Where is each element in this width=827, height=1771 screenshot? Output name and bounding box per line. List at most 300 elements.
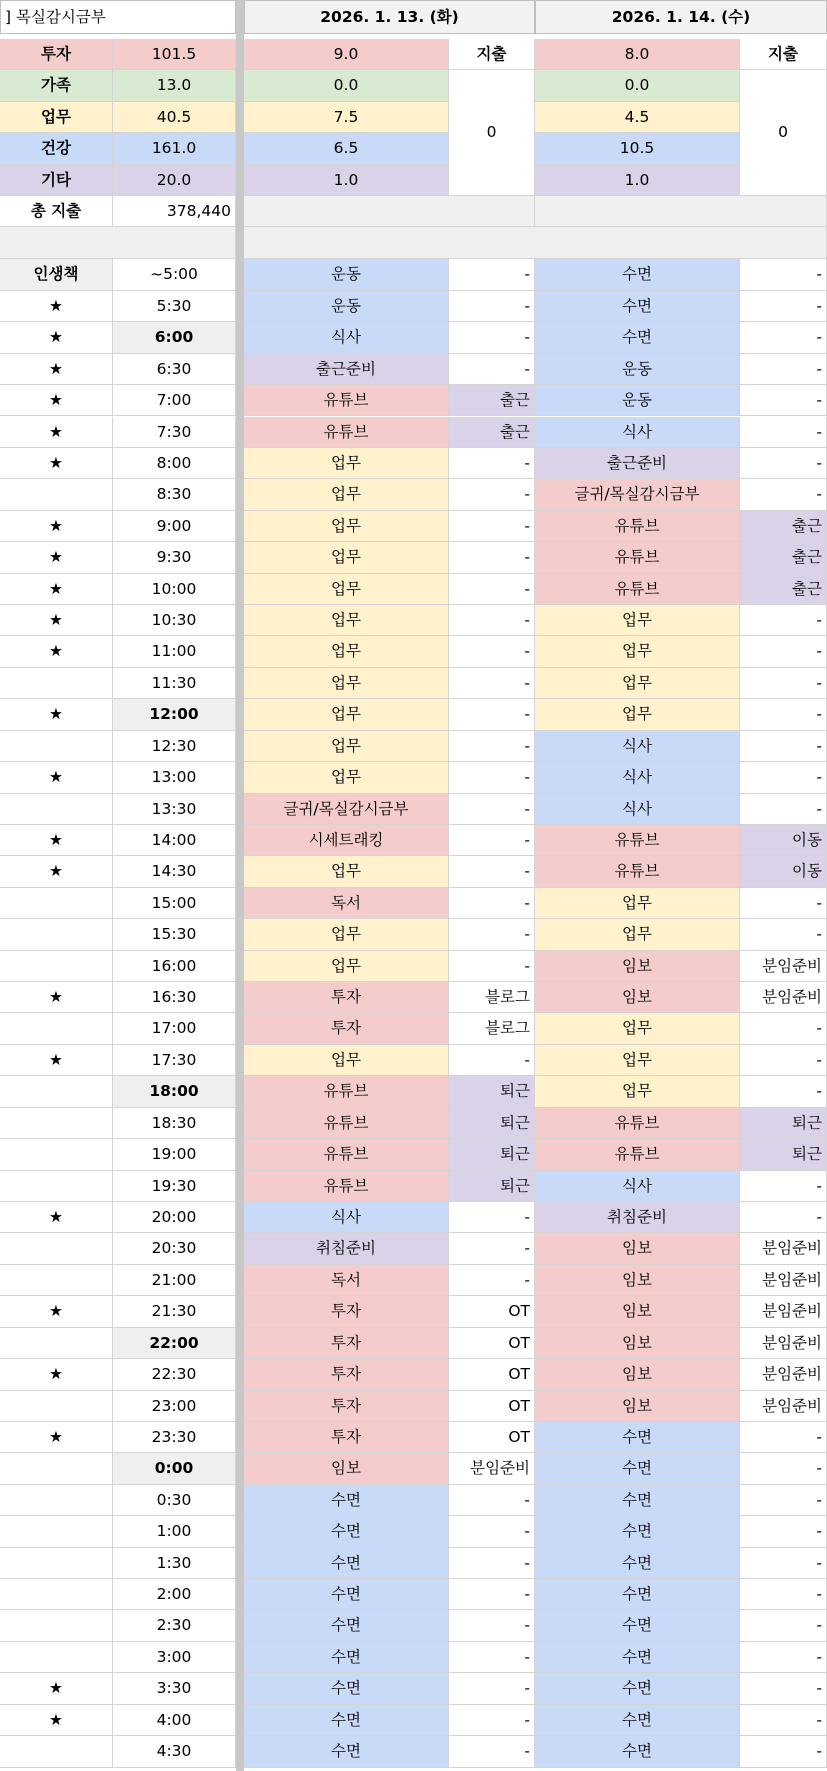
note-day1[interactable]: 출근 bbox=[449, 385, 535, 416]
activity-day2[interactable]: 업무 bbox=[535, 919, 740, 950]
time-label[interactable]: 1:30 bbox=[113, 1548, 236, 1579]
activity-day2[interactable]: 유튜브 bbox=[535, 856, 740, 887]
sheet-title[interactable]: ] 목실감시금부 bbox=[0, 0, 236, 34]
summary-label-0[interactable]: 투자 bbox=[0, 39, 113, 70]
note-day2[interactable]: 분임준비 bbox=[740, 1265, 827, 1296]
activity-day1[interactable]: 글귀/목실감시금부 bbox=[244, 794, 449, 825]
activity-day1[interactable]: 업무 bbox=[244, 1045, 449, 1076]
activity-day1[interactable]: 시세트래킹 bbox=[244, 825, 449, 856]
summary-day1-1[interactable]: 0.0 bbox=[244, 70, 449, 101]
time-label[interactable]: 18:00 bbox=[113, 1076, 236, 1107]
note-day2[interactable]: - bbox=[740, 1516, 827, 1547]
activity-day1[interactable]: 수면 bbox=[244, 1642, 449, 1673]
activity-day1[interactable]: 투자 bbox=[244, 982, 449, 1013]
star-marker[interactable] bbox=[0, 1013, 113, 1044]
note-day1[interactable]: - bbox=[449, 1673, 535, 1704]
activity-day1[interactable]: 유튜브 bbox=[244, 1139, 449, 1170]
note-day1[interactable]: - bbox=[449, 856, 535, 887]
summary-total-2[interactable]: 40.5 bbox=[113, 102, 236, 133]
activity-day1[interactable]: 투자 bbox=[244, 1328, 449, 1359]
time-label[interactable]: 1:00 bbox=[113, 1516, 236, 1547]
activity-day1[interactable]: 식사 bbox=[244, 322, 449, 353]
activity-day1[interactable]: 업무 bbox=[244, 636, 449, 667]
activity-day1[interactable]: 수면 bbox=[244, 1516, 449, 1547]
note-day2[interactable]: - bbox=[740, 1705, 827, 1736]
star-marker[interactable] bbox=[0, 1171, 113, 1202]
star-marker[interactable] bbox=[0, 479, 113, 510]
note-day1[interactable]: - bbox=[449, 1548, 535, 1579]
summary-day1-4[interactable]: 1.0 bbox=[244, 165, 449, 196]
time-label[interactable]: 20:30 bbox=[113, 1233, 236, 1264]
note-day2[interactable]: - bbox=[740, 479, 827, 510]
star-marker[interactable]: ★ bbox=[0, 636, 113, 667]
summary-label-1[interactable]: 가족 bbox=[0, 70, 113, 101]
star-marker[interactable]: ★ bbox=[0, 1673, 113, 1704]
activity-day2[interactable]: 수면 bbox=[535, 322, 740, 353]
activity-day2[interactable]: 유튜브 bbox=[535, 574, 740, 605]
star-marker[interactable]: ★ bbox=[0, 1359, 113, 1390]
time-label[interactable]: 21:30 bbox=[113, 1296, 236, 1327]
note-day1[interactable]: 출근 bbox=[449, 417, 535, 448]
time-label[interactable]: 4:30 bbox=[113, 1736, 236, 1767]
note-day2[interactable]: 분임준비 bbox=[740, 1391, 827, 1422]
activity-day2[interactable]: 취침준비 bbox=[535, 1202, 740, 1233]
note-day2[interactable]: - bbox=[740, 1548, 827, 1579]
time-label[interactable]: 0:00 bbox=[113, 1453, 236, 1484]
time-label[interactable]: 16:00 bbox=[113, 951, 236, 982]
note-day2[interactable]: - bbox=[740, 762, 827, 793]
star-marker[interactable]: ★ bbox=[0, 291, 113, 322]
time-label[interactable]: 0:30 bbox=[113, 1485, 236, 1516]
time-label[interactable]: 19:30 bbox=[113, 1171, 236, 1202]
activity-day1[interactable]: 업무 bbox=[244, 605, 449, 636]
summary-day2-1[interactable]: 0.0 bbox=[535, 70, 740, 101]
activity-day1[interactable]: 투자 bbox=[244, 1296, 449, 1327]
note-day1[interactable]: - bbox=[449, 762, 535, 793]
summary-day2-2[interactable]: 4.5 bbox=[535, 102, 740, 133]
note-day2[interactable]: 분임준비 bbox=[740, 1296, 827, 1327]
note-day2[interactable]: - bbox=[740, 731, 827, 762]
time-label[interactable]: 3:30 bbox=[113, 1673, 236, 1704]
time-label[interactable]: 20:00 bbox=[113, 1202, 236, 1233]
note-day1[interactable]: - bbox=[449, 1265, 535, 1296]
summary-day2-3[interactable]: 10.5 bbox=[535, 133, 740, 164]
note-day1[interactable]: 퇴근 bbox=[449, 1108, 535, 1139]
activity-day2[interactable]: 식사 bbox=[535, 794, 740, 825]
star-marker[interactable] bbox=[0, 1233, 113, 1264]
time-label[interactable]: 8:30 bbox=[113, 479, 236, 510]
note-day2[interactable]: - bbox=[740, 1610, 827, 1641]
star-marker[interactable] bbox=[0, 951, 113, 982]
note-day2[interactable]: - bbox=[740, 1422, 827, 1453]
note-day1[interactable]: - bbox=[449, 1233, 535, 1264]
time-label[interactable]: 10:00 bbox=[113, 574, 236, 605]
activity-day2[interactable]: 임보 bbox=[535, 1328, 740, 1359]
note-day1[interactable]: - bbox=[449, 322, 535, 353]
activity-day1[interactable]: 취침준비 bbox=[244, 1233, 449, 1264]
activity-day2[interactable]: 업무 bbox=[535, 1045, 740, 1076]
time-label[interactable]: 17:30 bbox=[113, 1045, 236, 1076]
activity-day1[interactable]: 업무 bbox=[244, 951, 449, 982]
note-day1[interactable]: - bbox=[449, 1705, 535, 1736]
activity-day2[interactable]: 유튜브 bbox=[535, 1108, 740, 1139]
time-label[interactable]: 23:30 bbox=[113, 1422, 236, 1453]
summary-total-0[interactable]: 101.5 bbox=[113, 39, 236, 70]
note-day2[interactable]: - bbox=[740, 888, 827, 919]
star-marker[interactable]: ★ bbox=[0, 354, 113, 385]
activity-day1[interactable]: 출근준비 bbox=[244, 354, 449, 385]
note-day2[interactable]: 분임준비 bbox=[740, 1233, 827, 1264]
note-day2[interactable]: - bbox=[740, 291, 827, 322]
star-marker[interactable] bbox=[0, 668, 113, 699]
activity-day1[interactable]: 운동 bbox=[244, 291, 449, 322]
total-expense-value[interactable]: 378,440 bbox=[113, 196, 236, 227]
note-day2[interactable]: 퇴근 bbox=[740, 1108, 827, 1139]
total-expense-label[interactable]: 총 지출 bbox=[0, 196, 113, 227]
time-label[interactable]: 23:00 bbox=[113, 1391, 236, 1422]
star-marker[interactable]: ★ bbox=[0, 982, 113, 1013]
star-marker[interactable] bbox=[0, 1108, 113, 1139]
activity-day1[interactable]: 업무 bbox=[244, 856, 449, 887]
time-label[interactable]: 15:00 bbox=[113, 888, 236, 919]
time-label[interactable]: 7:00 bbox=[113, 385, 236, 416]
note-day2[interactable]: - bbox=[740, 668, 827, 699]
activity-day2[interactable]: 임보 bbox=[535, 1296, 740, 1327]
activity-day2[interactable]: 수면 bbox=[535, 1485, 740, 1516]
star-marker[interactable] bbox=[0, 1139, 113, 1170]
note-day1[interactable]: - bbox=[449, 1642, 535, 1673]
summary-day1-3[interactable]: 6.5 bbox=[244, 133, 449, 164]
activity-day2[interactable]: 업무 bbox=[535, 668, 740, 699]
note-day2[interactable]: 출근 bbox=[740, 511, 827, 542]
note-day2[interactable]: - bbox=[740, 919, 827, 950]
note-day2[interactable]: - bbox=[740, 605, 827, 636]
activity-day2[interactable]: 운동 bbox=[535, 385, 740, 416]
note-day2[interactable]: 분임준비 bbox=[740, 982, 827, 1013]
note-day2[interactable]: - bbox=[740, 448, 827, 479]
star-marker[interactable]: ★ bbox=[0, 605, 113, 636]
activity-day1[interactable]: 유튜브 bbox=[244, 1108, 449, 1139]
star-marker[interactable] bbox=[0, 731, 113, 762]
note-day2[interactable]: - bbox=[740, 636, 827, 667]
time-label[interactable]: 7:30 bbox=[113, 417, 236, 448]
activity-day1[interactable]: 업무 bbox=[244, 479, 449, 510]
activity-day1[interactable]: 유튜브 bbox=[244, 417, 449, 448]
note-day1[interactable]: - bbox=[449, 699, 535, 730]
note-day2[interactable]: 분임준비 bbox=[740, 951, 827, 982]
activity-day1[interactable]: 업무 bbox=[244, 731, 449, 762]
activity-day2[interactable]: 임보 bbox=[535, 1233, 740, 1264]
star-marker[interactable] bbox=[0, 1328, 113, 1359]
activity-day1[interactable]: 투자 bbox=[244, 1422, 449, 1453]
time-label[interactable]: 4:00 bbox=[113, 1705, 236, 1736]
note-day2[interactable]: - bbox=[740, 417, 827, 448]
time-label[interactable]: 22:30 bbox=[113, 1359, 236, 1390]
activity-day2[interactable]: 식사 bbox=[535, 762, 740, 793]
note-day2[interactable]: 이동 bbox=[740, 825, 827, 856]
activity-day1[interactable]: 독서 bbox=[244, 888, 449, 919]
activity-day2[interactable]: 수면 bbox=[535, 1642, 740, 1673]
note-day2[interactable]: - bbox=[740, 1202, 827, 1233]
time-label[interactable]: 2:30 bbox=[113, 1610, 236, 1641]
star-marker[interactable]: ★ bbox=[0, 322, 113, 353]
activity-day2[interactable]: 식사 bbox=[535, 731, 740, 762]
time-label[interactable]: 9:30 bbox=[113, 542, 236, 573]
activity-day2[interactable]: 출근준비 bbox=[535, 448, 740, 479]
time-label[interactable]: 10:30 bbox=[113, 605, 236, 636]
time-label[interactable]: 19:00 bbox=[113, 1139, 236, 1170]
summary-day2-4[interactable]: 1.0 bbox=[535, 165, 740, 196]
star-marker[interactable] bbox=[0, 888, 113, 919]
activity-day2[interactable]: 수면 bbox=[535, 291, 740, 322]
note-day2[interactable]: 분임준비 bbox=[740, 1328, 827, 1359]
star-marker[interactable] bbox=[0, 1642, 113, 1673]
note-day1[interactable]: - bbox=[449, 511, 535, 542]
activity-day1[interactable]: 수면 bbox=[244, 1673, 449, 1704]
star-marker[interactable] bbox=[0, 1610, 113, 1641]
note-day1[interactable]: OT bbox=[449, 1422, 535, 1453]
star-marker[interactable] bbox=[0, 1076, 113, 1107]
time-label[interactable]: 12:00 bbox=[113, 699, 236, 730]
activity-day2[interactable]: 업무 bbox=[535, 888, 740, 919]
activity-day1[interactable]: 식사 bbox=[244, 1202, 449, 1233]
note-day1[interactable]: - bbox=[449, 605, 535, 636]
note-day2[interactable]: - bbox=[740, 1736, 827, 1767]
expense-value-day1[interactable]: 0 bbox=[449, 70, 535, 196]
activity-day1[interactable]: 업무 bbox=[244, 919, 449, 950]
time-label[interactable]: 13:30 bbox=[113, 794, 236, 825]
note-day1[interactable]: - bbox=[449, 1485, 535, 1516]
time-label[interactable]: 9:00 bbox=[113, 511, 236, 542]
note-day2[interactable]: 출근 bbox=[740, 542, 827, 573]
note-day1[interactable]: - bbox=[449, 354, 535, 385]
note-day1[interactable]: - bbox=[449, 888, 535, 919]
note-day1[interactable]: 퇴근 bbox=[449, 1076, 535, 1107]
note-day1[interactable]: - bbox=[449, 479, 535, 510]
activity-day2[interactable]: 임보 bbox=[535, 951, 740, 982]
activity-day2[interactable]: 유튜브 bbox=[535, 511, 740, 542]
activity-day1[interactable]: 업무 bbox=[244, 511, 449, 542]
time-label[interactable]: 15:30 bbox=[113, 919, 236, 950]
note-day1[interactable]: - bbox=[449, 636, 535, 667]
note-day1[interactable]: - bbox=[449, 1579, 535, 1610]
activity-day2[interactable]: 임보 bbox=[535, 1359, 740, 1390]
activity-day2[interactable]: 수면 bbox=[535, 1453, 740, 1484]
note-day1[interactable]: 블로그 bbox=[449, 1013, 535, 1044]
note-day2[interactable]: - bbox=[740, 1453, 827, 1484]
summary-label-2[interactable]: 업무 bbox=[0, 102, 113, 133]
activity-day1[interactable]: 수면 bbox=[244, 1736, 449, 1767]
note-day1[interactable]: - bbox=[449, 794, 535, 825]
note-day2[interactable]: 분임준비 bbox=[740, 1359, 827, 1390]
activity-day2[interactable]: 업무 bbox=[535, 1013, 740, 1044]
activity-day2[interactable]: 글귀/목실감시금부 bbox=[535, 479, 740, 510]
activity-day1[interactable]: 수면 bbox=[244, 1579, 449, 1610]
activity-day2[interactable]: 업무 bbox=[535, 605, 740, 636]
star-marker[interactable]: ★ bbox=[0, 417, 113, 448]
activity-day1[interactable]: 임보 bbox=[244, 1453, 449, 1484]
activity-day1[interactable]: 수면 bbox=[244, 1548, 449, 1579]
time-label[interactable]: 14:30 bbox=[113, 856, 236, 887]
activity-day1[interactable]: 수면 bbox=[244, 1705, 449, 1736]
note-day1[interactable]: - bbox=[449, 668, 535, 699]
activity-day2[interactable]: 수면 bbox=[535, 1422, 740, 1453]
note-day2[interactable]: - bbox=[740, 322, 827, 353]
time-label[interactable]: 5:30 bbox=[113, 291, 236, 322]
activity-day1[interactable]: 수면 bbox=[244, 1610, 449, 1641]
note-day2[interactable]: - bbox=[740, 1673, 827, 1704]
note-day1[interactable]: - bbox=[449, 542, 535, 573]
star-marker[interactable]: ★ bbox=[0, 856, 113, 887]
note-day2[interactable]: 퇴근 bbox=[740, 1139, 827, 1170]
activity-day2[interactable]: 업무 bbox=[535, 1076, 740, 1107]
star-marker[interactable]: ★ bbox=[0, 385, 113, 416]
time-label[interactable]: 11:00 bbox=[113, 636, 236, 667]
note-day2[interactable]: - bbox=[740, 354, 827, 385]
note-day1[interactable]: - bbox=[449, 825, 535, 856]
note-day2[interactable]: 출근 bbox=[740, 574, 827, 605]
note-day1[interactable]: - bbox=[449, 1516, 535, 1547]
star-marker[interactable]: ★ bbox=[0, 1202, 113, 1233]
summary-total-3[interactable]: 161.0 bbox=[113, 133, 236, 164]
star-marker[interactable] bbox=[0, 1579, 113, 1610]
note-day1[interactable]: - bbox=[449, 259, 535, 290]
expense-label-day2[interactable]: 지출 bbox=[740, 39, 827, 70]
time-label[interactable]: 8:00 bbox=[113, 448, 236, 479]
expense-value-day2[interactable]: 0 bbox=[740, 70, 827, 196]
activity-day2[interactable]: 수면 bbox=[535, 1673, 740, 1704]
activity-day2[interactable]: 수면 bbox=[535, 1516, 740, 1547]
note-day1[interactable]: 퇴근 bbox=[449, 1139, 535, 1170]
note-day2[interactable]: - bbox=[740, 1045, 827, 1076]
note-day1[interactable]: 블로그 bbox=[449, 982, 535, 1013]
star-marker[interactable]: ★ bbox=[0, 1296, 113, 1327]
time-label[interactable]: 3:00 bbox=[113, 1642, 236, 1673]
activity-day2[interactable]: 수면 bbox=[535, 1579, 740, 1610]
note-day1[interactable]: OT bbox=[449, 1296, 535, 1327]
star-marker[interactable]: ★ bbox=[0, 1045, 113, 1076]
note-day1[interactable]: OT bbox=[449, 1391, 535, 1422]
star-marker[interactable] bbox=[0, 1453, 113, 1484]
star-marker[interactable] bbox=[0, 794, 113, 825]
note-day1[interactable]: - bbox=[449, 1610, 535, 1641]
star-marker[interactable]: ★ bbox=[0, 825, 113, 856]
star-marker[interactable]: ★ bbox=[0, 542, 113, 573]
activity-day2[interactable]: 임보 bbox=[535, 1391, 740, 1422]
activity-day2[interactable]: 유튜브 bbox=[535, 825, 740, 856]
note-day1[interactable]: - bbox=[449, 951, 535, 982]
summary-label-3[interactable]: 건강 bbox=[0, 133, 113, 164]
note-day1[interactable]: - bbox=[449, 919, 535, 950]
activity-day1[interactable]: 업무 bbox=[244, 668, 449, 699]
life-book-header[interactable]: 인생책 bbox=[0, 259, 113, 290]
note-day1[interactable]: - bbox=[449, 731, 535, 762]
note-day1[interactable]: - bbox=[449, 448, 535, 479]
star-marker[interactable] bbox=[0, 1736, 113, 1767]
activity-day1[interactable]: 투자 bbox=[244, 1359, 449, 1390]
activity-day2[interactable]: 유튜브 bbox=[535, 542, 740, 573]
note-day2[interactable]: - bbox=[740, 259, 827, 290]
activity-day2[interactable]: 유튜브 bbox=[535, 1139, 740, 1170]
note-day1[interactable]: - bbox=[449, 1736, 535, 1767]
star-marker[interactable] bbox=[0, 1516, 113, 1547]
star-marker[interactable]: ★ bbox=[0, 699, 113, 730]
note-day1[interactable]: - bbox=[449, 291, 535, 322]
star-marker[interactable]: ★ bbox=[0, 574, 113, 605]
star-marker[interactable]: ★ bbox=[0, 1422, 113, 1453]
note-day1[interactable]: OT bbox=[449, 1328, 535, 1359]
time-label[interactable]: 6:00 bbox=[113, 322, 236, 353]
time-label[interactable]: 17:00 bbox=[113, 1013, 236, 1044]
star-marker[interactable] bbox=[0, 1391, 113, 1422]
time-label[interactable]: ~5:00 bbox=[113, 259, 236, 290]
note-day1[interactable]: OT bbox=[449, 1359, 535, 1390]
time-label[interactable]: 16:30 bbox=[113, 982, 236, 1013]
activity-day2[interactable]: 수면 bbox=[535, 1736, 740, 1767]
note-day2[interactable]: - bbox=[740, 1642, 827, 1673]
time-label[interactable]: 6:30 bbox=[113, 354, 236, 385]
note-day1[interactable]: - bbox=[449, 1045, 535, 1076]
activity-day1[interactable]: 업무 bbox=[244, 542, 449, 573]
note-day2[interactable]: - bbox=[740, 1579, 827, 1610]
note-day1[interactable]: - bbox=[449, 1202, 535, 1233]
date-header-2[interactable]: 2026. 1. 14. (수) bbox=[535, 0, 827, 34]
note-day2[interactable]: - bbox=[740, 794, 827, 825]
star-marker[interactable] bbox=[0, 1485, 113, 1516]
activity-day1[interactable]: 투자 bbox=[244, 1013, 449, 1044]
activity-day2[interactable]: 식사 bbox=[535, 1171, 740, 1202]
summary-day1-0[interactable]: 9.0 bbox=[244, 39, 449, 70]
star-marker[interactable]: ★ bbox=[0, 1705, 113, 1736]
activity-day1[interactable]: 유튜브 bbox=[244, 385, 449, 416]
star-marker[interactable] bbox=[0, 1265, 113, 1296]
activity-day2[interactable]: 수면 bbox=[535, 259, 740, 290]
activity-day2[interactable]: 수면 bbox=[535, 1705, 740, 1736]
activity-day1[interactable]: 업무 bbox=[244, 699, 449, 730]
activity-day2[interactable]: 수면 bbox=[535, 1548, 740, 1579]
star-marker[interactable]: ★ bbox=[0, 762, 113, 793]
activity-day2[interactable]: 운동 bbox=[535, 354, 740, 385]
note-day1[interactable]: 분임준비 bbox=[449, 1453, 535, 1484]
star-marker[interactable] bbox=[0, 919, 113, 950]
note-day2[interactable]: - bbox=[740, 1076, 827, 1107]
activity-day1[interactable]: 수면 bbox=[244, 1485, 449, 1516]
summary-day2-0[interactable]: 8.0 bbox=[535, 39, 740, 70]
time-label[interactable]: 2:00 bbox=[113, 1579, 236, 1610]
note-day1[interactable]: 퇴근 bbox=[449, 1171, 535, 1202]
activity-day1[interactable]: 운동 bbox=[244, 259, 449, 290]
activity-day2[interactable]: 업무 bbox=[535, 636, 740, 667]
star-marker[interactable] bbox=[0, 1548, 113, 1579]
activity-day2[interactable]: 임보 bbox=[535, 982, 740, 1013]
time-label[interactable]: 21:00 bbox=[113, 1265, 236, 1296]
summary-total-1[interactable]: 13.0 bbox=[113, 70, 236, 101]
activity-day1[interactable]: 유튜브 bbox=[244, 1076, 449, 1107]
activity-day1[interactable]: 업무 bbox=[244, 574, 449, 605]
time-label[interactable]: 13:00 bbox=[113, 762, 236, 793]
activity-day1[interactable]: 유튜브 bbox=[244, 1171, 449, 1202]
activity-day2[interactable]: 업무 bbox=[535, 699, 740, 730]
expense-label-day1[interactable]: 지출 bbox=[449, 39, 535, 70]
activity-day1[interactable]: 투자 bbox=[244, 1391, 449, 1422]
time-label[interactable]: 14:00 bbox=[113, 825, 236, 856]
time-label[interactable]: 18:30 bbox=[113, 1108, 236, 1139]
summary-day1-2[interactable]: 7.5 bbox=[244, 102, 449, 133]
time-label[interactable]: 11:30 bbox=[113, 668, 236, 699]
star-marker[interactable]: ★ bbox=[0, 511, 113, 542]
note-day2[interactable]: - bbox=[740, 1485, 827, 1516]
activity-day2[interactable]: 임보 bbox=[535, 1265, 740, 1296]
